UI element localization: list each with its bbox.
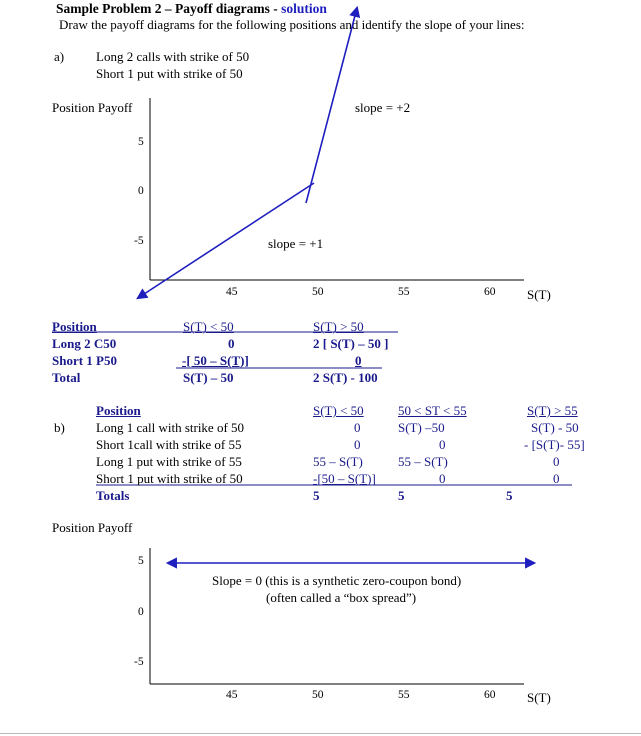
table-b-row-4-gt55: 0: [553, 471, 560, 486]
chart-a-x-axis-label: S(T): [527, 287, 551, 302]
table-b-row-1-mid: S(T) –50: [398, 420, 445, 435]
chart-a-x-tick-50: 50: [312, 286, 324, 298]
table-a-header-position: Position: [52, 319, 97, 334]
table-b-row-1-lt50: 0: [354, 420, 361, 435]
chart-a-slope-annotation-1: slope = +1: [268, 236, 324, 251]
table-b-row-3-label: Long 1 put with strike of 55: [96, 454, 242, 469]
table-b-row-4-label: Short 1 put with strike of 50: [96, 471, 243, 486]
table-b-row-5-label: Totals: [96, 488, 130, 503]
table-b-header-mid: 50 < ST < 55: [398, 403, 467, 418]
chart-b-x-axis-label: S(T): [527, 690, 551, 705]
table-b-row-4-mid: 0: [439, 471, 446, 486]
table-a-header-lt50: S(T) < 50: [183, 319, 234, 334]
part-b-label: b): [54, 420, 65, 435]
chart-a-y-tick-0: 0: [138, 185, 144, 197]
table-b-row-1-gt55: S(T) - 50: [531, 420, 579, 435]
table-b-row-5-gt55: 5: [506, 488, 513, 503]
chart-a-axis-label: Position Payoff: [52, 100, 133, 115]
chart-a-x-tick-60: 60: [484, 286, 496, 298]
chart-b-x-tick-60: 60: [484, 689, 496, 701]
part-a-label: a): [54, 49, 65, 64]
chart-b-x-tick-45: 45: [226, 689, 238, 701]
chart-b-annotation-line-1: Slope = 0 (this is a synthetic zero-coupon bond): [212, 573, 462, 588]
chart-a-payoff-line-slope-1: [138, 183, 314, 298]
part-a-line-2: Short 1 put with strike of 50: [96, 66, 243, 81]
table-a-row-2-gt50: 0: [355, 353, 362, 368]
table-b-row-2-label: Short 1call with strike of 55: [96, 437, 242, 452]
title-main: Sample Problem 2 – Payoff diagrams -: [56, 1, 282, 16]
table-b-row-5-mid: 5: [398, 488, 405, 503]
chart-a-y-tick-neg5: -5: [134, 235, 144, 247]
chart-a-payoff-line-slope-2: [306, 8, 357, 203]
chart-b-y-tick-5: 5: [138, 555, 144, 567]
chart-b-x-tick-50: 50: [312, 689, 324, 701]
page-bottom-rule: [0, 733, 641, 734]
table-b-row-3-lt50: 55 – S(T): [313, 454, 363, 469]
chart-b-axis-label: Position Payoff: [52, 520, 133, 535]
table-b-header-gt55: S(T) > 55: [527, 403, 578, 418]
table-a-row-2-label: Short 1 P50: [52, 353, 117, 368]
instructions: Draw the payoff diagrams for the following positions and identify the slope of your lines:: [59, 17, 525, 32]
chart-a-x-tick-45: 45: [226, 286, 238, 298]
table-a-row-1-gt50: 2 [ S(T) – 50 ]: [313, 336, 389, 351]
table-b-header-lt50: S(T) < 50: [313, 403, 364, 418]
table-a-header-gt50: S(T) > 50: [313, 319, 364, 334]
chart-a-x-tick-55: 55: [398, 286, 410, 298]
table-b-row-2-gt55: - [S(T)- 55]: [524, 437, 585, 452]
table-b-row-2-mid: 0: [439, 437, 446, 452]
table-b-row-4-lt50: -[50 – S(T)]: [313, 471, 376, 486]
table-b-row-3-gt55: 0: [553, 454, 560, 469]
title-highlight: solution: [281, 1, 327, 16]
table-a-row-1-label: Long 2 C50: [52, 336, 117, 351]
chart-b-x-tick-55: 55: [398, 689, 410, 701]
table-a-row-3-label: Total: [52, 370, 81, 385]
table-b-row-5-lt50: 5: [313, 488, 320, 503]
table-b-row-1-label: Long 1 call with strike of 50: [96, 420, 245, 435]
table-a-row-1-lt50: 0: [228, 336, 235, 351]
table-b-header-position: Position: [96, 403, 141, 418]
table-a-row-2-lt50: -[ 50 – S(T)]: [182, 353, 249, 368]
part-a-line-1: Long 2 calls with strike of 50: [96, 49, 250, 64]
table-a-row-3-lt50: S(T) – 50: [183, 370, 234, 385]
chart-b-y-tick-neg5: -5: [134, 656, 144, 668]
chart-b-y-tick-0: 0: [138, 606, 144, 618]
chart-a-slope-annotation-2: slope = +2: [355, 100, 411, 115]
chart-b-annotation-line-2: (often called a “box spread”): [266, 590, 417, 605]
table-b-row-3-mid: 55 – S(T): [398, 454, 448, 469]
table-b-row-2-lt50: 0: [354, 437, 361, 452]
chart-a-y-tick-5: 5: [138, 136, 144, 148]
table-a-row-3-gt50: 2 S(T) - 100: [313, 370, 378, 385]
